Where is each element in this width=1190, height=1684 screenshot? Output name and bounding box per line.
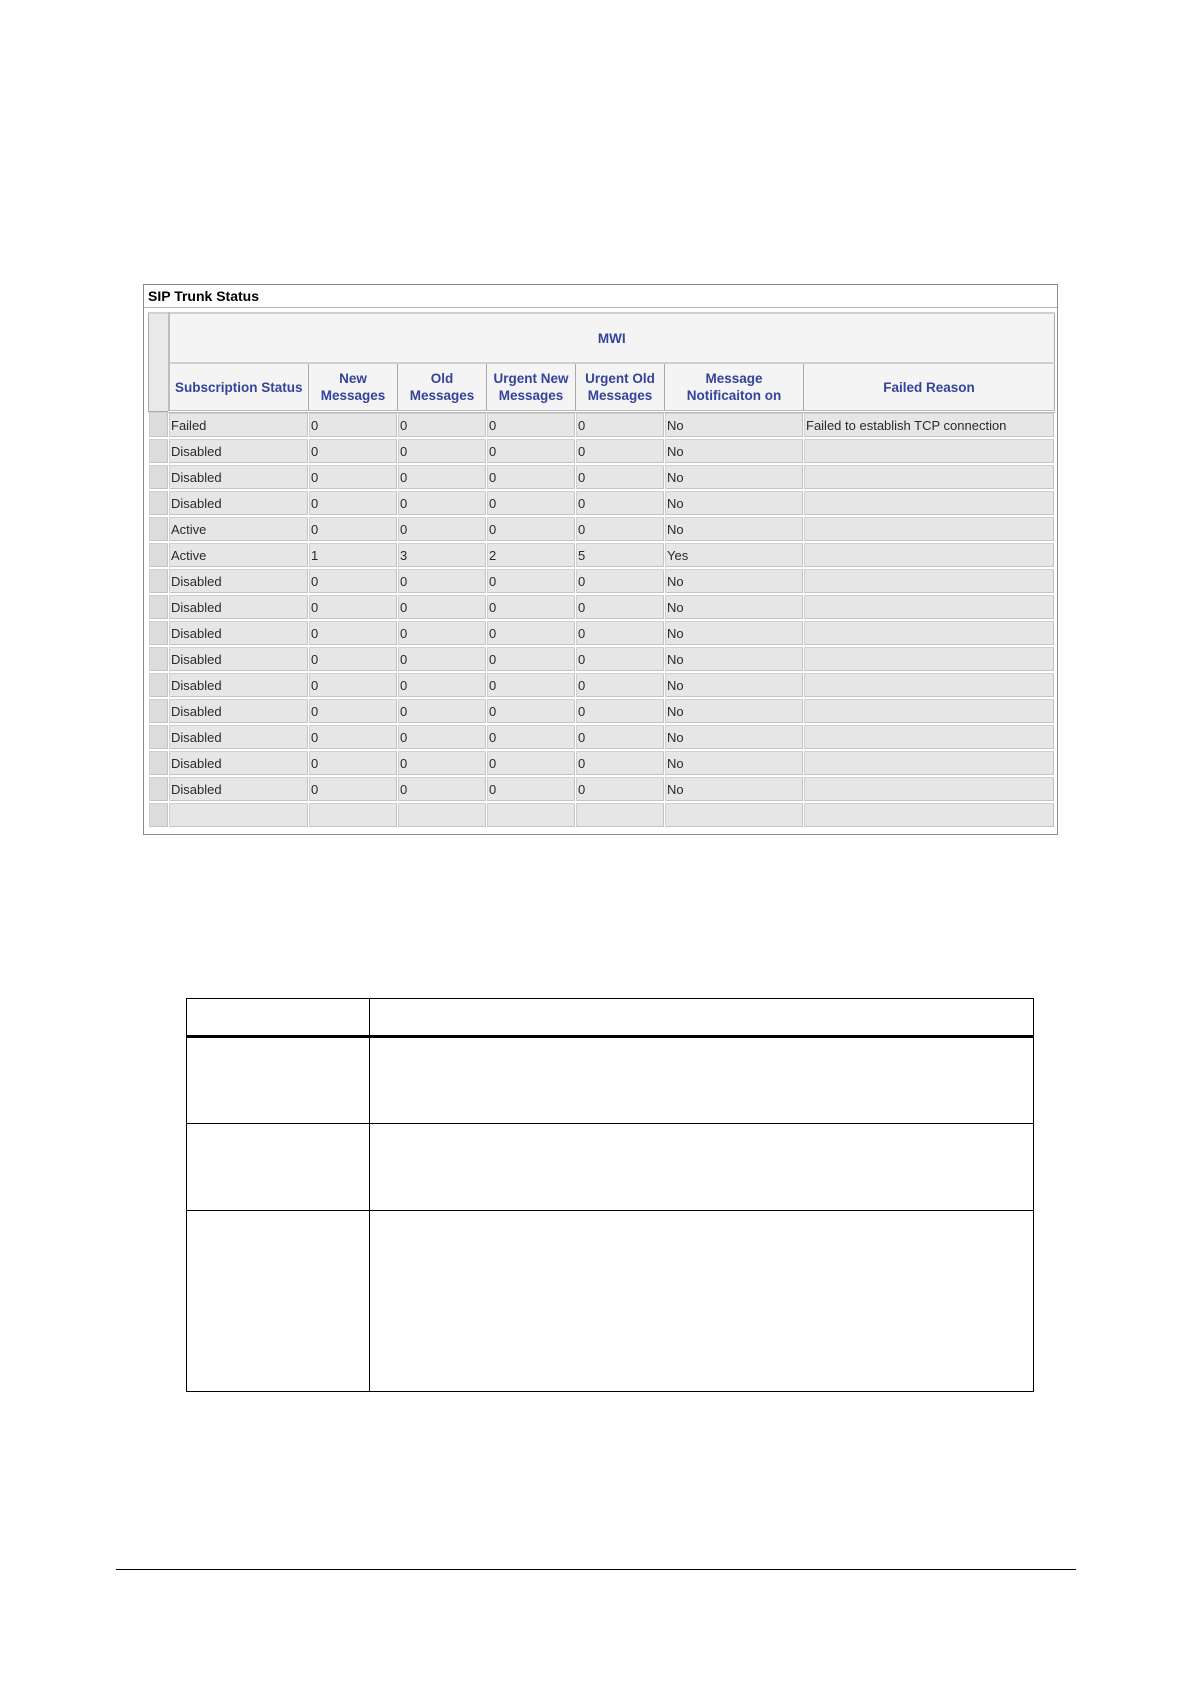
new-messages-cell: 0 (309, 464, 398, 490)
new-messages-cell: 0 (309, 516, 398, 542)
old-messages-cell: 3 (398, 542, 487, 568)
failed-reason-cell (804, 646, 1055, 672)
row-selector[interactable] (149, 568, 169, 594)
urgent-old-messages-cell: 5 (576, 542, 665, 568)
message-notification-header: Message Notificaiton on (665, 363, 804, 412)
table-row[interactable] (149, 672, 1055, 698)
failed-reason-cell (804, 568, 1055, 594)
failed-reason-cell (804, 776, 1055, 802)
urgent-old-messages-cell: 0 (576, 412, 665, 439)
new-messages-cell: 0 (309, 698, 398, 724)
failed-reason-cell (804, 802, 1055, 828)
new-messages-cell: 0 (309, 672, 398, 698)
subscription-status-cell: Disabled (169, 776, 309, 802)
row-selector[interactable] (149, 698, 169, 724)
column-divider (369, 999, 370, 1391)
urgent-new-messages-cell: 0 (487, 516, 576, 542)
urgent-new-messages-cell: 0 (487, 646, 576, 672)
failed-reason-cell (804, 724, 1055, 750)
table-row[interactable] (149, 594, 1055, 620)
message-notification-cell: Yes (665, 542, 804, 568)
message-notification-cell (665, 802, 804, 828)
urgent-old-messages-cell: 0 (576, 464, 665, 490)
old-messages-cell: 0 (398, 672, 487, 698)
urgent-old-messages-cell: 0 (576, 438, 665, 464)
row-selector[interactable] (149, 724, 169, 750)
message-notification-cell: No (665, 646, 804, 672)
message-notification-cell: No (665, 724, 804, 750)
row-selector[interactable] (149, 646, 169, 672)
new-messages-cell: 0 (309, 490, 398, 516)
field-description-table (186, 998, 1034, 1392)
footer-rule (116, 1569, 1076, 1570)
message-notification-cell: No (665, 516, 804, 542)
row-selector[interactable] (149, 594, 169, 620)
table-row[interactable] (149, 542, 1055, 568)
table-row[interactable] (149, 620, 1055, 646)
old-messages-cell: 0 (398, 594, 487, 620)
urgent-old-messages-cell: 0 (576, 698, 665, 724)
new-messages-cell: 0 (309, 776, 398, 802)
new-messages-cell: 1 (309, 542, 398, 568)
urgent-new-messages-cell: 0 (487, 568, 576, 594)
table-row[interactable] (149, 776, 1055, 802)
row-selector[interactable] (149, 620, 169, 646)
old-messages-cell: 0 (398, 724, 487, 750)
urgent-old-messages-cell: 0 (576, 750, 665, 776)
message-notification-cell: No (665, 698, 804, 724)
row-selector[interactable] (149, 776, 169, 802)
message-notification-cell: No (665, 594, 804, 620)
row-selector[interactable] (149, 750, 169, 776)
old-messages-cell: 0 (398, 490, 487, 516)
urgent-old-messages-cell (576, 802, 665, 828)
new-messages-cell: 0 (309, 412, 398, 439)
message-notification-cell: No (665, 776, 804, 802)
row-divider (187, 1210, 1033, 1211)
urgent-new-messages-cell: 2 (487, 542, 576, 568)
new-messages-cell: 0 (309, 724, 398, 750)
table-row[interactable] (149, 438, 1055, 464)
subscription-status-cell (169, 802, 309, 828)
urgent-new-messages-header: Urgent New Messages (487, 363, 576, 412)
table-row[interactable] (149, 802, 1055, 828)
new-messages-cell: 0 (309, 646, 398, 672)
failed-reason-cell (804, 542, 1055, 568)
subscription-status-cell: Disabled (169, 568, 309, 594)
table-row[interactable] (149, 464, 1055, 490)
sip-trunk-status-table (148, 312, 1055, 829)
failed-reason-cell (804, 672, 1055, 698)
urgent-old-messages-cell: 0 (576, 620, 665, 646)
subscription-status-cell: Active (169, 542, 309, 568)
urgent-new-messages-cell (487, 802, 576, 828)
subscription-status-cell: Disabled (169, 724, 309, 750)
table-row[interactable] (149, 646, 1055, 672)
header-divider (187, 1035, 1033, 1038)
subscription-status-cell: Disabled (169, 672, 309, 698)
table-row[interactable] (149, 412, 1055, 439)
table-row[interactable] (149, 516, 1055, 542)
failed-reason-cell: Failed to establish TCP connection (804, 412, 1055, 439)
failed-reason-cell (804, 464, 1055, 490)
old-messages-cell: 0 (398, 698, 487, 724)
subscription-status-cell: Disabled (169, 594, 309, 620)
urgent-old-messages-cell: 0 (576, 724, 665, 750)
subscription-status-cell: Failed (169, 412, 309, 439)
message-notification-cell: No (665, 464, 804, 490)
failed-reason-cell (804, 516, 1055, 542)
failed-reason-cell (804, 698, 1055, 724)
subscription-status-cell: Disabled (169, 646, 309, 672)
old-messages-cell: 0 (398, 438, 487, 464)
urgent-new-messages-cell: 0 (487, 698, 576, 724)
message-notification-cell: No (665, 672, 804, 698)
old-messages-cell: 0 (398, 464, 487, 490)
sip-trunk-status-panel (143, 284, 1058, 835)
old-messages-cell: 0 (398, 646, 487, 672)
urgent-new-messages-cell: 0 (487, 620, 576, 646)
urgent-old-messages-cell: 0 (576, 490, 665, 516)
table-row[interactable] (149, 490, 1055, 516)
subscription-status-cell: Active (169, 516, 309, 542)
urgent-old-messages-header: Urgent Old Messages (576, 363, 665, 412)
old-messages-cell: 0 (398, 516, 487, 542)
urgent-old-messages-cell: 0 (576, 646, 665, 672)
row-selector[interactable] (149, 542, 169, 568)
row-selector[interactable] (149, 438, 169, 464)
subscription-status-cell: Disabled (169, 438, 309, 464)
row-selector[interactable] (149, 802, 169, 828)
new-messages-cell: 0 (309, 568, 398, 594)
new-messages-cell (309, 802, 398, 828)
table-body (149, 412, 1055, 829)
subscription-status-cell: Disabled (169, 698, 309, 724)
old-messages-cell: 0 (398, 568, 487, 594)
message-notification-cell: No (665, 438, 804, 464)
message-notification-cell: No (665, 620, 804, 646)
panel-title: SIP Trunk Status (148, 288, 259, 304)
old-messages-cell: 0 (398, 620, 487, 646)
column-header-row (149, 363, 1055, 412)
failed-reason-header: Failed Reason (804, 363, 1055, 412)
message-notification-cell: No (665, 490, 804, 516)
row-selector[interactable] (149, 516, 169, 542)
urgent-new-messages-cell: 0 (487, 438, 576, 464)
urgent-new-messages-cell: 0 (487, 412, 576, 439)
old-messages-header: Old Messages (398, 363, 487, 412)
urgent-old-messages-cell: 0 (576, 516, 665, 542)
mwi-group-header: MWI (169, 313, 1055, 363)
new-messages-cell: 0 (309, 594, 398, 620)
row-selector[interactable] (149, 464, 169, 490)
table-row[interactable] (149, 724, 1055, 750)
table-row[interactable] (149, 750, 1055, 776)
subscription-status-cell: Disabled (169, 620, 309, 646)
new-messages-cell: 0 (309, 438, 398, 464)
subscription-status-header: Subscription Status (169, 363, 309, 412)
subscription-status-cell: Disabled (169, 464, 309, 490)
row-selector[interactable] (149, 672, 169, 698)
urgent-new-messages-cell: 0 (487, 724, 576, 750)
failed-reason-cell (804, 438, 1055, 464)
subscription-status-cell: Disabled (169, 490, 309, 516)
urgent-old-messages-cell: 0 (576, 672, 665, 698)
row-divider (187, 1123, 1033, 1124)
failed-reason-cell (804, 594, 1055, 620)
old-messages-cell: 0 (398, 412, 487, 439)
title-divider (144, 307, 1057, 308)
failed-reason-cell (804, 490, 1055, 516)
failed-reason-cell (804, 620, 1055, 646)
urgent-old-messages-cell: 0 (576, 594, 665, 620)
row-selector[interactable] (149, 490, 169, 516)
new-messages-cell: 0 (309, 620, 398, 646)
table-row[interactable] (149, 698, 1055, 724)
old-messages-cell: 0 (398, 776, 487, 802)
subscription-status-cell: Disabled (169, 750, 309, 776)
old-messages-cell (398, 802, 487, 828)
table-row[interactable] (149, 568, 1055, 594)
urgent-new-messages-cell: 0 (487, 672, 576, 698)
new-messages-cell: 0 (309, 750, 398, 776)
row-selector-header (149, 313, 169, 412)
row-selector[interactable] (149, 412, 169, 439)
message-notification-cell: No (665, 568, 804, 594)
urgent-old-messages-cell: 0 (576, 568, 665, 594)
new-messages-header: New Messages (309, 363, 398, 412)
urgent-new-messages-cell: 0 (487, 594, 576, 620)
message-notification-cell: No (665, 412, 804, 439)
old-messages-cell: 0 (398, 750, 487, 776)
urgent-new-messages-cell: 0 (487, 490, 576, 516)
message-notification-cell: No (665, 750, 804, 776)
failed-reason-cell (804, 750, 1055, 776)
urgent-new-messages-cell: 0 (487, 750, 576, 776)
urgent-old-messages-cell: 0 (576, 776, 665, 802)
urgent-new-messages-cell: 0 (487, 776, 576, 802)
urgent-new-messages-cell: 0 (487, 464, 576, 490)
